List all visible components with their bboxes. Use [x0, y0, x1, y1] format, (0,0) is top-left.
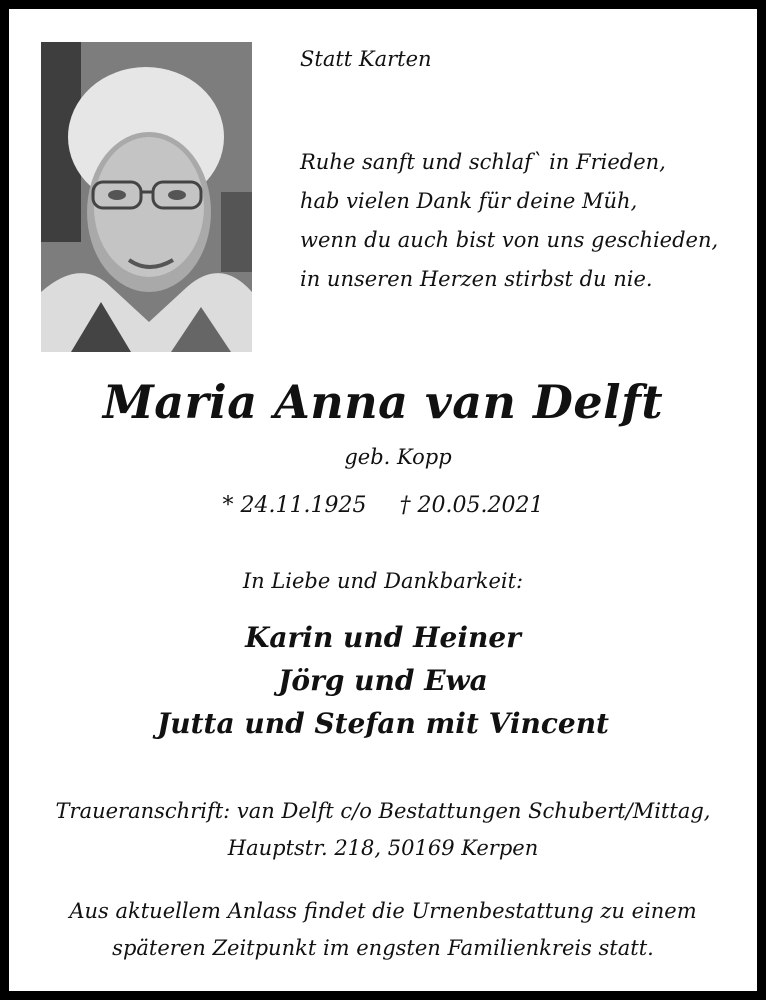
mourners-intro: In Liebe und Dankbarkeit:	[242, 569, 524, 593]
poem-line: wenn du auch bist von uns geschieden,	[300, 228, 719, 252]
burial-note	[9, 893, 757, 967]
birth-date: * 24.11.1925	[222, 493, 367, 518]
note-line: späteren Zeitpunkt im engsten Familienkreis statt.	[112, 936, 654, 960]
address-line: Traueranschrift: van Delft c/o Bestattungen Schubert/Mittag,	[55, 799, 711, 823]
mourner-names: Jutta und Stefan mit Vincent	[157, 707, 609, 740]
mourning-address	[9, 793, 757, 867]
poem-line: in unseren Herzen stirbst du nie.	[300, 267, 653, 291]
portrait-photo	[41, 42, 252, 352]
poem-line: Ruhe sanft und schlaf` in Frieden,	[300, 150, 666, 174]
deceased-name: Maria Anna van Delft	[102, 375, 664, 429]
poem	[300, 143, 718, 299]
statt-karten-label: Statt Karten	[300, 47, 432, 71]
address-line: Hauptstr. 218, 50169 Kerpen	[227, 836, 539, 860]
life-dates	[9, 493, 757, 518]
note-line: Aus aktuellem Anlass findet die Urnenbestattung zu einem	[69, 899, 697, 923]
mourners-list	[9, 616, 757, 745]
poem-line: hab vielen Dank für deine Müh,	[300, 189, 638, 213]
death-date: † 20.05.2021	[399, 493, 544, 518]
maiden-name: geb. Kopp	[344, 445, 452, 469]
mourner-names: Jörg und Ewa	[278, 664, 488, 697]
mourner-names: Karin und Heiner	[245, 621, 521, 654]
obituary-card	[9, 9, 757, 991]
